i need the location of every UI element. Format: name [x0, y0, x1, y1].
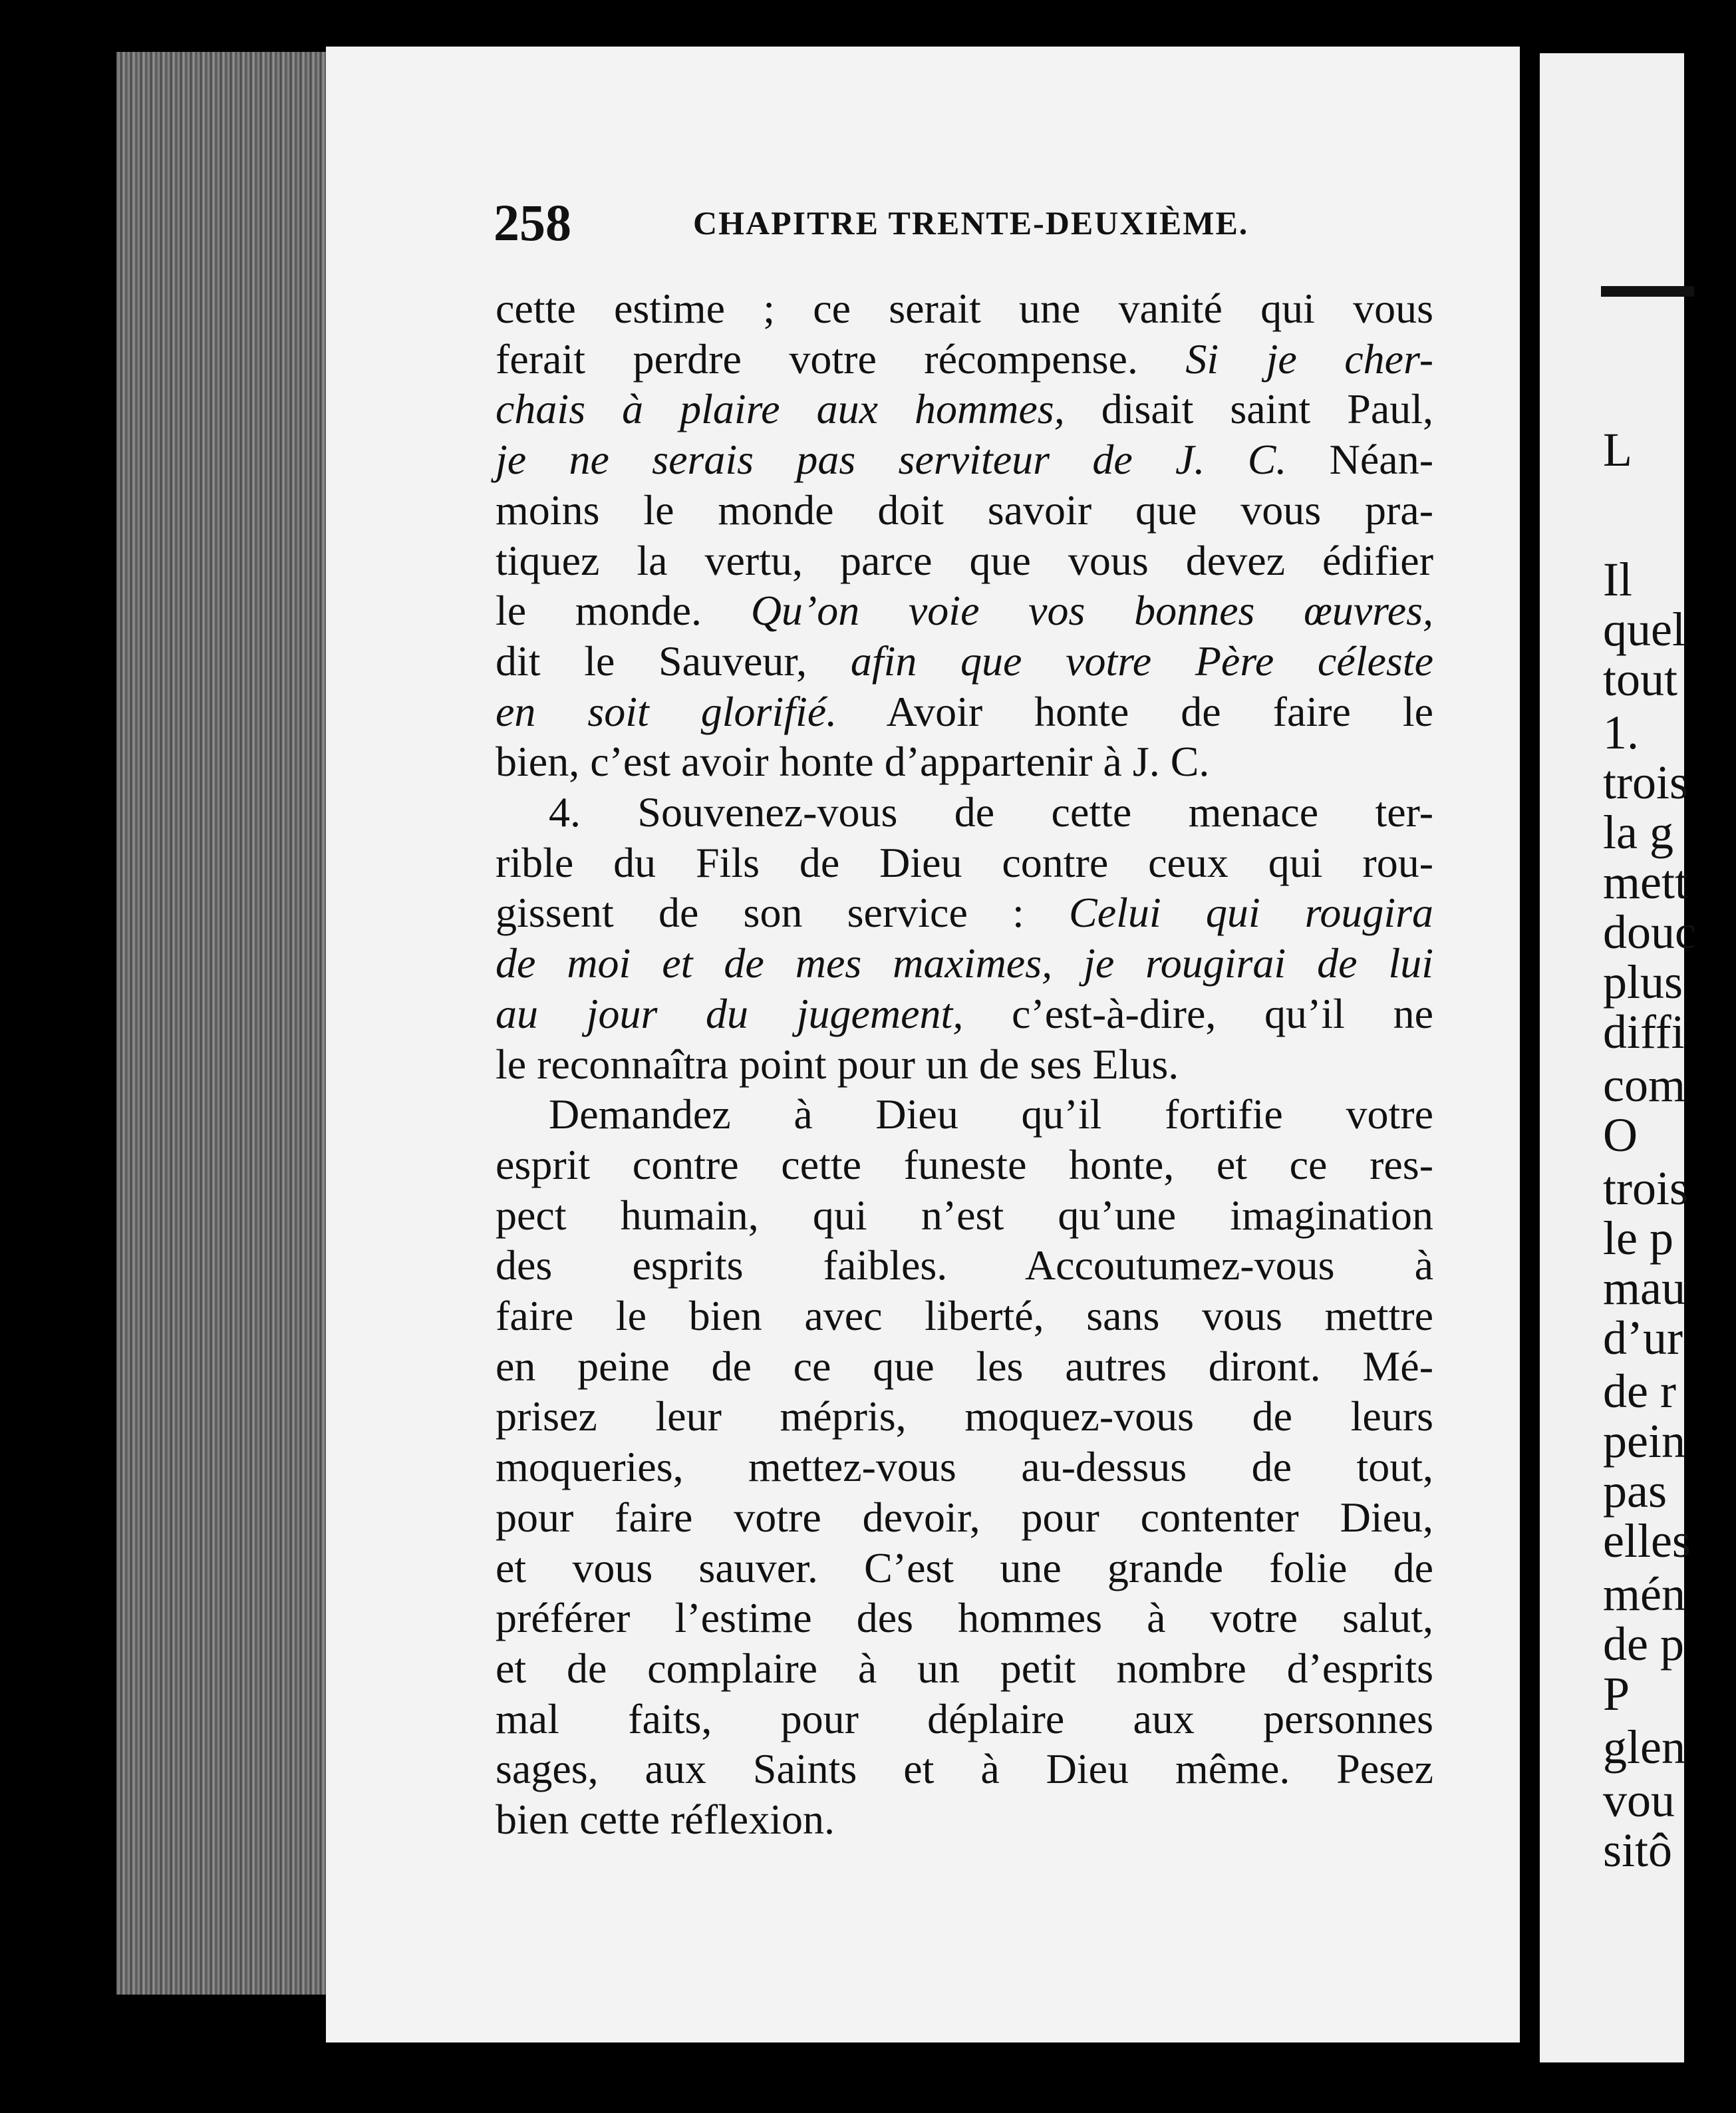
- text-line: [496, 1391, 1433, 1442]
- text-line: [496, 1140, 1433, 1190]
- facing-page-fragment: sitô: [1603, 1824, 1673, 1877]
- text-run: en peine de ce que les autres diront. Mé-: [496, 1342, 1433, 1390]
- facing-page-fragment: douc: [1603, 905, 1696, 959]
- facing-page-fragment: trois: [1603, 1162, 1689, 1215]
- text-run: préférer l’estime des hommes à votre salut,: [496, 1594, 1433, 1642]
- text-run: le reconnaîtra point pour un de ses Elus.: [496, 1040, 1179, 1088]
- italic-text: chais à plaire aux hommes,: [496, 385, 1065, 433]
- text-line: [496, 636, 1433, 687]
- facing-page-fragment: Il: [1603, 553, 1632, 606]
- text-run: disait saint Paul,: [1064, 385, 1434, 433]
- text-run: moqueries, mettez-vous au-dessus de tout,: [496, 1443, 1433, 1491]
- facing-page-fragment: com: [1603, 1058, 1685, 1112]
- facing-page-fragment: le p: [1603, 1212, 1673, 1265]
- italic-text: afin que votre Père céleste: [850, 637, 1434, 685]
- italic-text: Qu’on voie vos bonnes œuvres,: [750, 587, 1433, 635]
- text-run: Avoir honte de faire le: [837, 687, 1434, 735]
- text-line: [496, 1240, 1433, 1291]
- text-run: bien, c’est avoir honte d’appartenir à J. C.: [496, 738, 1210, 786]
- text-run: tiquez la vertu, parce que vous devez édifier: [496, 536, 1433, 584]
- text-line: [496, 585, 1433, 636]
- text-run: gissent de son service :: [496, 889, 1069, 937]
- facing-page-fragment: vou: [1603, 1774, 1675, 1827]
- facing-page-fragment: plus: [1603, 955, 1683, 1009]
- text-line: [496, 1442, 1433, 1492]
- facing-page-fragment: mau: [1603, 1261, 1685, 1315]
- text-run: ferait perdre votre récompense.: [496, 335, 1186, 383]
- text-line: [496, 1593, 1433, 1643]
- facing-page-fragment: pein: [1603, 1414, 1685, 1468]
- italic-text: Si je cher-: [1185, 335, 1433, 383]
- text-run: et vous sauver. C’est une grande folie de: [496, 1544, 1433, 1591]
- text-line: [496, 888, 1433, 938]
- text-run: 4. Souvenez-vous de cette menace ter-: [549, 788, 1433, 836]
- italic-text: en soit glorifié.: [496, 687, 837, 735]
- text-run: pour faire votre devoir, pour contenter Dieu,: [496, 1493, 1433, 1541]
- facing-page-fragment: mett: [1603, 856, 1688, 909]
- text-line: [496, 687, 1433, 737]
- text-line: [496, 334, 1433, 385]
- text-run: rible du Fils de Dieu contre ceux qui rou-: [496, 838, 1433, 886]
- text-run: moins le monde doit savoir que vous pra-: [496, 486, 1433, 534]
- text-line: [496, 989, 1433, 1039]
- text-run: Demandez à Dieu qu’il fortifie votre: [549, 1090, 1433, 1138]
- text-line: [496, 1039, 1433, 1090]
- text-line: [496, 1291, 1433, 1341]
- text-line: [496, 838, 1433, 888]
- text-run: Néan-: [1286, 436, 1433, 484]
- page-header: [494, 193, 1278, 251]
- text-line: [496, 384, 1433, 434]
- facing-page-fragment: quel: [1603, 603, 1685, 656]
- facing-page-fragment: 1.: [1603, 706, 1639, 759]
- gutter: [1520, 47, 1540, 2062]
- text-run: des esprits faibles. Accoutumez-vous à: [496, 1241, 1433, 1289]
- text-line: [496, 1744, 1433, 1794]
- text-line: [496, 434, 1433, 485]
- facing-page-fragment: P: [1603, 1667, 1630, 1720]
- text-line: [496, 938, 1433, 989]
- text-line: [496, 283, 1433, 334]
- facing-page-fragment: pas: [1603, 1464, 1667, 1518]
- text-run: c’est-à-dire, qu’il ne: [963, 989, 1433, 1037]
- facing-page-fragment: tout: [1603, 653, 1678, 706]
- facing-page-fragment: L: [1603, 423, 1632, 476]
- text-run: prisez leur mépris, moquez-vous de leurs: [496, 1392, 1433, 1440]
- italic-text: je ne serais pas serviteur de J. C.: [496, 436, 1287, 484]
- facing-page-fragment: glen: [1603, 1720, 1685, 1774]
- italic-text: de moi et de mes maximes, je rougirai de lui: [496, 939, 1433, 987]
- text-line: [496, 736, 1433, 787]
- page-number: 258: [494, 194, 571, 251]
- text-run: sages, aux Saints et à Dieu même. Pesez: [496, 1745, 1433, 1793]
- body-text: [496, 283, 1433, 1845]
- text-run: esprit contre cette funeste honte, et ce res-: [496, 1140, 1433, 1188]
- text-run: le monde.: [496, 587, 751, 635]
- italic-text: au jour du jugement,: [496, 989, 964, 1037]
- text-line: [496, 1190, 1433, 1241]
- facing-page-fragment: la g: [1603, 806, 1673, 859]
- text-line: [496, 1492, 1433, 1543]
- facing-page-fragment: trois: [1603, 756, 1689, 809]
- facing-page-fragment: de r: [1603, 1365, 1676, 1418]
- text-run: faire le bien avec liberté, sans vous mettre: [496, 1292, 1433, 1340]
- text-line: [496, 485, 1433, 536]
- facing-page-fragment: O: [1603, 1108, 1638, 1162]
- text-line: [496, 1543, 1433, 1593]
- facing-page-fragment: elles: [1603, 1514, 1691, 1567]
- text-line: [496, 1643, 1433, 1694]
- text-line: [496, 1341, 1433, 1392]
- facing-page-rule: [1601, 286, 1694, 297]
- text-line: [496, 787, 1433, 838]
- text-line: [496, 1089, 1433, 1140]
- text-run: pect humain, qui n’est qu’une imagination: [496, 1191, 1433, 1239]
- facing-page-fragment: diffi: [1603, 1005, 1685, 1058]
- facing-page: [1540, 53, 1696, 2062]
- text-run: et de complaire à un petit nombre d’esprits: [496, 1644, 1433, 1692]
- facing-page-fragment: de p: [1603, 1617, 1684, 1671]
- facing-page-fragment: d’ur: [1603, 1311, 1683, 1365]
- text-line: [496, 1694, 1433, 1744]
- text-run: bien cette réflexion.: [496, 1796, 835, 1844]
- text-line: [496, 1794, 1433, 1845]
- text-run: dit le Sauveur,: [496, 637, 851, 685]
- text-line: [496, 536, 1433, 586]
- running-head: CHAPITRE TRENTE-DEUXIÈME.: [693, 204, 1249, 242]
- italic-text: Celui qui rougira: [1069, 889, 1434, 937]
- text-run: cette estime ; ce serait une vanité qui vous: [496, 285, 1433, 332]
- facing-page-fragment: mén: [1603, 1567, 1685, 1621]
- text-run: mal faits, pour déplaire aux personnes: [496, 1695, 1433, 1742]
